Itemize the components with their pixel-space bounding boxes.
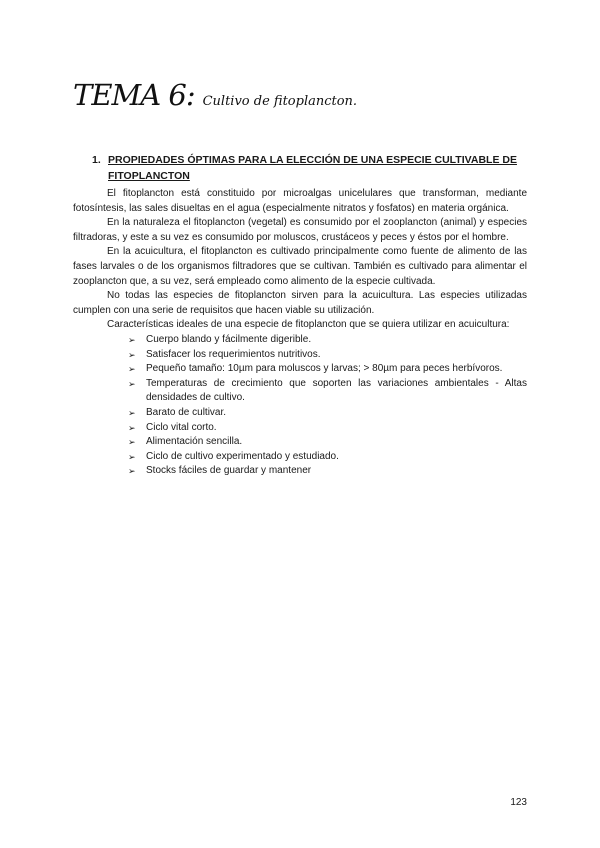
list-item-text: Cuerpo blando y fácilmente digerible. [146,333,312,345]
arrow-bullet-icon: ➢ [128,349,136,360]
list-item [128,348,527,363]
title-main: TEMA 6: [73,78,195,112]
paragraph: En la acuicultura, el fitoplancton es cultivado principalmente como fuente de alimento de las fases larvales o de los organismos filtradores que se cultivan. También es cultivado para alimentar el zooplancton que, a su vez, será empleado como alimento de la especie cultivada. [73,246,527,287]
list-item [128,406,527,421]
arrow-bullet-icon: ➢ [128,378,136,389]
arrow-bullet-icon: ➢ [128,466,136,477]
body-text [73,187,527,479]
page-number: 123 [510,797,527,808]
page-title [73,78,357,112]
arrow-bullet-icon: ➢ [128,451,136,462]
bullet-list [73,333,527,479]
list-item [128,333,527,348]
paragraph: El fitoplancton está constituido por microalgas unicelulares que transforman, mediante fotosíntesis, las sales disueltas en el agua (especialmente nitratos y fosfatos) en materia orgánica. [73,188,527,214]
list-item-text: Pequeño tamaño: 10µm para moluscos y larvas; > 80µm para peces herbívoros. [146,363,503,375]
paragraph: Características ideales de una especie de fitoplancton que se quiera utilizar en acuicultura: [107,319,510,331]
list-item-text: Barato de cultivar. [146,406,227,418]
section-number: 1. [92,154,101,166]
list-item-text: Ciclo de cultivo experimentado y estudiado. [146,450,339,462]
list-item [128,377,527,406]
list-item [128,362,527,377]
arrow-bullet-icon: ➢ [128,407,136,418]
list-item [128,464,527,479]
arrow-bullet-icon: ➢ [128,334,136,345]
paragraph: No todas las especies de fitoplancton sirven para la acuicultura. Las especies utilizadas cumplen con una serie de requisitos que hacen viable su utilización. [73,290,527,316]
title-subtitle: Cultivo de fitoplancton. [202,94,358,109]
list-item [128,450,527,465]
section-heading-text: PROPIEDADES ÓPTIMAS PARA LA ELECCIÓN DE UNA ESPECIE CULTIVABLE DE FITOPLANCTON [108,154,517,182]
arrow-bullet-icon: ➢ [128,422,136,433]
list-item-text: Temperaturas de crecimiento que soporten las variaciones ambientales - Altas densidades de cultivo. [146,377,527,404]
section-heading [92,152,532,184]
arrow-bullet-icon: ➢ [128,437,136,448]
list-item [128,421,527,436]
list-item-text: Satisfacer los requerimientos nutritivos. [146,348,321,360]
list-item [128,435,527,450]
list-item-text: Alimentación sencilla. [146,436,243,448]
list-item-text: Ciclo vital corto. [146,421,217,433]
list-item-text: Stocks fáciles de guardar y mantener [146,465,312,477]
arrow-bullet-icon: ➢ [128,364,136,375]
paragraph: En la naturaleza el fitoplancton (vegetal) es consumido por el zooplancton (animal) y especies filtradoras, y este a su vez es consumido por moluscos, crustáceos y peces y éstos por el hombre. [73,217,527,243]
